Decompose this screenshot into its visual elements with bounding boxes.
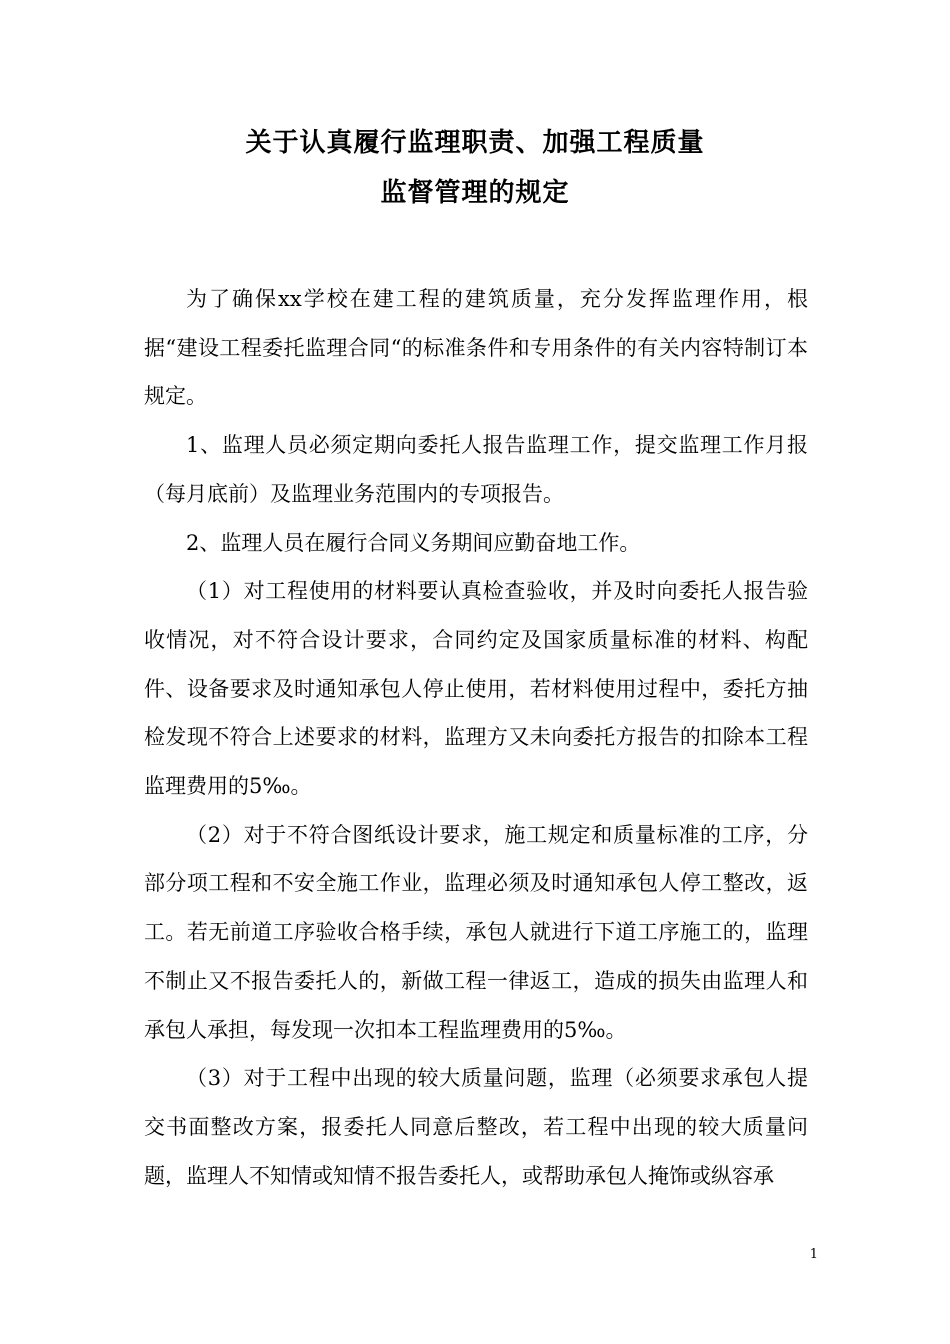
paragraph-clause-2-1: （1）对工程使用的材料要认真检查验收，并及时向委托人报告验收情况，对不符合设计要求，合同约定及国家质量标准的材料、构配件、设备要求及时通知承包人停止使用，若材料使用过程中，委托方抽检发现不符合上述要求的材料，监理方又未向委托方报告的扣除本工程监理费用的5‰。 bbox=[144, 579, 808, 799]
paragraph-clause-1: 1、监理人员必须定期向委托人报告监理工作，提交监理工作月报（每月底前）及监理业务范围内的专项报告。 bbox=[144, 433, 808, 506]
paragraph-intro: 为了确保xx学校在建工程的建筑质量，充分发挥监理作用，根据“建设工程委托监理合同“的标准条件和专用条件的有关内容特制订本规定。 bbox=[144, 287, 808, 409]
paragraph-clause-2-2: （2）对于不符合图纸设计要求，施工规定和质量标准的工序，分部分项工程和不安全施工作业，监理必须及时通知承包人停工整改，返工。若无前道工序验收合格手续，承包人就进行下道工序施工的，监理不制止又不报告委托人的，新做工程一律返工，造成的损失由监理人和承包人承担，每发现一次扣本工程监理费用的5‰。 bbox=[144, 822, 808, 1042]
document-title-line-2: 监督管理的规定 bbox=[380, 178, 570, 208]
document-body bbox=[144, 275, 808, 1200]
page-number: 1 bbox=[809, 1247, 818, 1262]
paragraph-clause-2-3: （3）对于工程中出现的较大质量问题，监理（必须要求承包人提交书面整改方案，报委托人同意后整改，若工程中出现的较大质量问题，监理人不知情或知情不报告委托人，或帮助承包人掩饰或纵容承 bbox=[144, 1066, 808, 1188]
document-title-line-1: 关于认真履行监理职责、加强工程质量 bbox=[245, 128, 705, 158]
paragraph-clause-2: 2、监理人员在履行合同义务期间应勤奋地工作。 bbox=[186, 530, 641, 555]
